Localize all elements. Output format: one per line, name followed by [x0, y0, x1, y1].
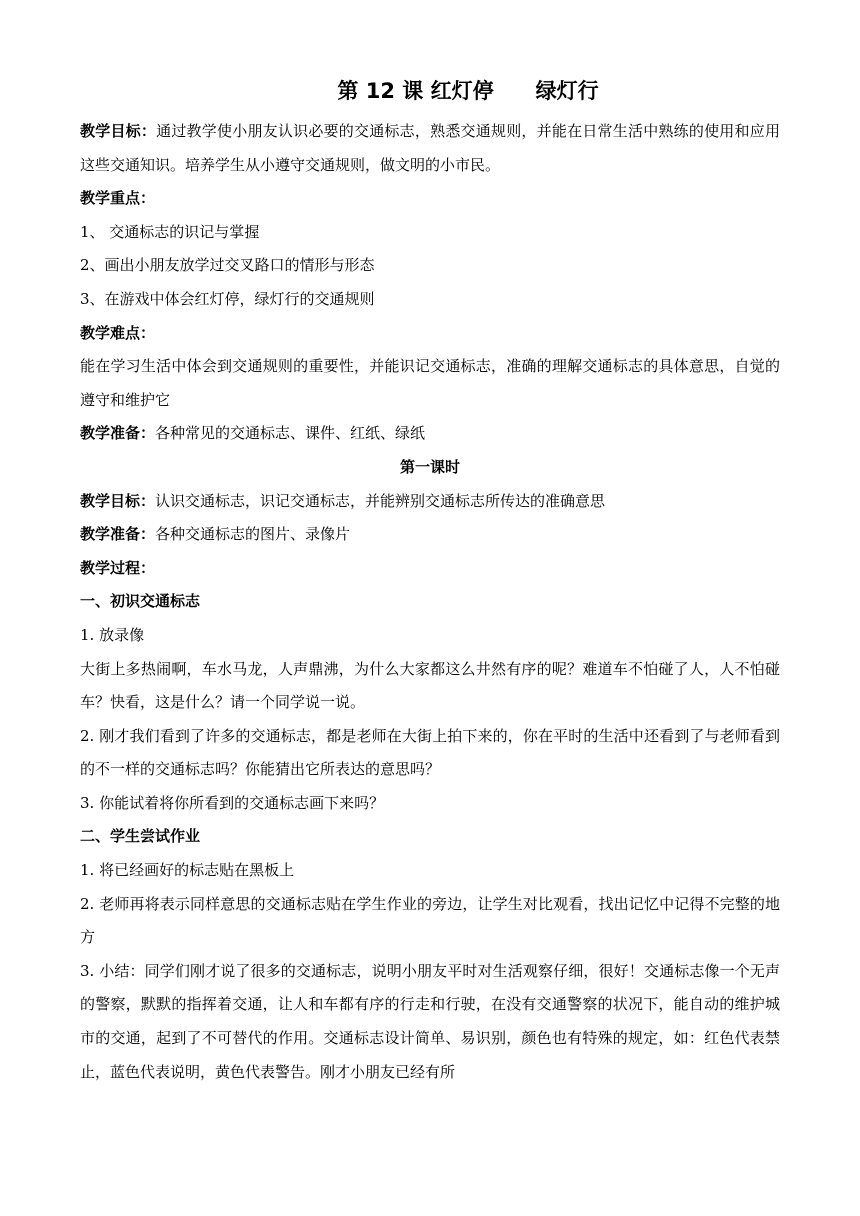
difficulties-label: 教学难点： — [80, 323, 156, 342]
section-1-item-3: 2. 刚才我们看到了许多的交通标志，都是老师在大街上拍下来的，你在平时的生活中还看到了与老师看到的不一样的交通标志吗？你能猜出它所表达的意思吗？ — [80, 726, 780, 779]
key-points-label: 教学重点： — [80, 189, 156, 208]
title-part-2: 绿灯行 — [535, 79, 599, 103]
lesson-prep-text: 各种交通标志的图片、录像片 — [155, 525, 351, 544]
preparation-label: 教学准备： — [80, 424, 156, 443]
section-1-item-1: 1. 放录像 — [80, 625, 145, 644]
objective-label: 教学目标： — [80, 122, 157, 140]
section-1-heading: 一、初识交通标志 — [80, 592, 201, 611]
title-part-1: 第 12 课 红灯停 — [337, 79, 494, 103]
document-body — [80, 115, 780, 1089]
section-2-item-1: 1. 将已经画好的标志贴在黑板上 — [80, 861, 295, 880]
section-2-heading: 二、学生尝试作业 — [80, 827, 201, 846]
key-point-2: 2、画出小朋友放学过交叉路口的情形与形态 — [80, 256, 375, 275]
key-point-1: 1、 交通标志的识记与掌握 — [80, 222, 260, 241]
section-1-item-4: 3. 你能试着将你所看到的交通标志画下来吗？ — [80, 793, 385, 812]
preparation-paragraph — [80, 417, 780, 451]
lesson-objective-label: 教学目标： — [80, 491, 156, 510]
difficulties-text: 能在学习生活中体会到交通规则的重要性，并能识记交通标志，准确的理解交通标志的具体意思，自觉的遵守和维护它 — [80, 357, 780, 409]
preparation-text: 各种常见的交通标志、课件、红纸、绿纸 — [155, 424, 426, 443]
lesson-prep-label: 教学准备： — [80, 525, 156, 544]
lesson-objective-text: 认识交通标志，识记交通标志，并能辨别交通标志所传达的准确意思 — [155, 491, 606, 510]
page-title — [0, 76, 860, 106]
objective-text: 通过教学使小朋友认识必要的交通标志，熟悉交通规则，并能在日常生活中熟练的使用和应用这些交通知识。培养学生从小遵守交通规则，做文明的小市民。 — [80, 122, 780, 174]
objective-paragraph — [80, 115, 780, 182]
key-point-3: 3、在游戏中体会红灯停，绿灯行的交通规则 — [80, 289, 375, 308]
lesson-prep-paragraph — [80, 518, 780, 552]
lesson-heading: 第一课时 — [399, 457, 460, 476]
process-label: 教学过程： — [80, 558, 156, 577]
lesson-objective-paragraph — [80, 485, 780, 519]
section-2-item-3: 3. 小结：同学们刚才说了很多的交通标志，说明小朋友平时对生活观察仔细，很好！交通标志像一个无声的警察，默默的指挥着交通，让人和车都有序的行走和行驶，在没有交通警察的状况下，能自动的维护城市的交通，起到了不可替代的作用。交通标志设计简单、易识别，颜色也有特殊的规定，如：红色代表禁止，蓝色代表说明，黄色代表警告。刚才小朋友已经有所 — [80, 961, 780, 1081]
section-2-item-2: 2. 老师再将表示同样意思的交通标志贴在学生作业的旁边，让学生对比观看，找出记忆中记得不完整的地方 — [80, 894, 780, 947]
section-1-item-2: 大街上多热闹啊，车水马龙，人声鼎沸，为什么大家都这么井然有序的呢？难道车不怕碰了人，人不怕碰车？快看，这是什么？请一个同学说一说。 — [80, 659, 780, 712]
